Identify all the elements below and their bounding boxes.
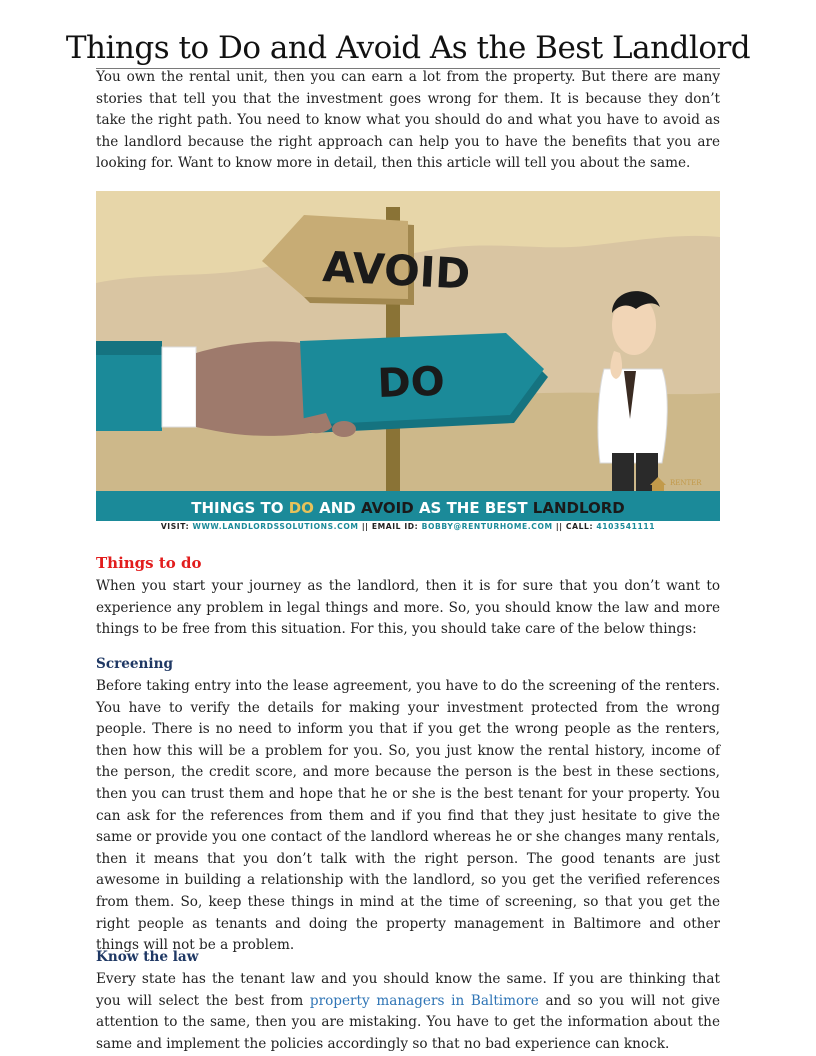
things-to-do-heading: Things to do [96,554,202,572]
separator: || [555,522,563,531]
svg-text:RENTER: RENTER [670,479,702,487]
article-banner-image [96,191,720,521]
do-sign-text: DO [376,358,446,407]
document-title: Things to Do and Avoid As the Best Landlord [65,30,751,66]
visit-label: VISIT: [160,522,190,531]
banner-strip-title: THINGS TO DO AND AVOID AS THE BEST LANDLORD [191,499,625,517]
avoid-sign-text: AVOID [321,242,472,299]
screening-heading: Screening [96,656,173,672]
property-managers-link[interactable]: property managers in Baltimore [309,992,539,1009]
contact-line [96,522,720,531]
website-link[interactable]: WWW.LANDLORDSSOLUTIONS.COM [192,522,359,531]
call-label: CALL: [565,522,594,531]
shirt-cuff [162,347,196,427]
intro-paragraph: You own the rental unit, then you can earn a lot from the property. But there are many stories that tell you that the investment goes wrong for them. It is because they don’t take the right path. You need to know what you should do and what you have to avoid as the landlord because the right approach can help you to have the benefits that you are looking for. Want to know more in detail, then this article will tell you about the same. [96,69,720,172]
do-sign [300,333,548,433]
things-to-do-paragraph: When you start your journey as the landlord, then it is for sure that you don’t want to experience any problem in legal things and more. So, you should know the law and more things to be free from this situation. For this, you should take care of the below things: [96,578,720,638]
know-the-law-heading: Know the law [96,949,199,965]
phone-number: 4103541111 [596,522,656,531]
know-the-law-paragraph: Every state has the tenant law and you should know the same. If you are thinking that you will select the best from property managers in Baltimore and so you will not give attention to the same, then you are mistaking. You have to get the information about the same and implement the policies accordingly so that no bad experience can knock. [96,971,721,1052]
separator: || [361,522,369,531]
email-label: EMAIL ID: [371,522,419,531]
screening-paragraph: Before taking entry into the lease agreement, you have to do the screening of the renters. You have to verify the details for making your investment protected from the wrong people. There is no need to inform you that if you get the wrong people as the renters, then how this will be a problem for you. So, you just know the rental history, income of the person, the credit score, and more because the person is the best in these sections, then you can trust them and hope that he or she is the best tenant for your property. You can ask for the references from them and if you find that they just hesitate to give the same or provide you one contact of the landlord whereas he or she changes many rentals, then it means that you don’t talk with the right person. The good tenants are just awesome in building a relationship with the landlord, so you get the verified references from them. So, keep these things in mind at the time of screening, so that you get the right people as tenants and doing the property management in Baltimore and other things will not be a problem. [96,678,720,954]
email-link[interactable]: BOBBY@RENTURHOME.COM [421,522,553,531]
